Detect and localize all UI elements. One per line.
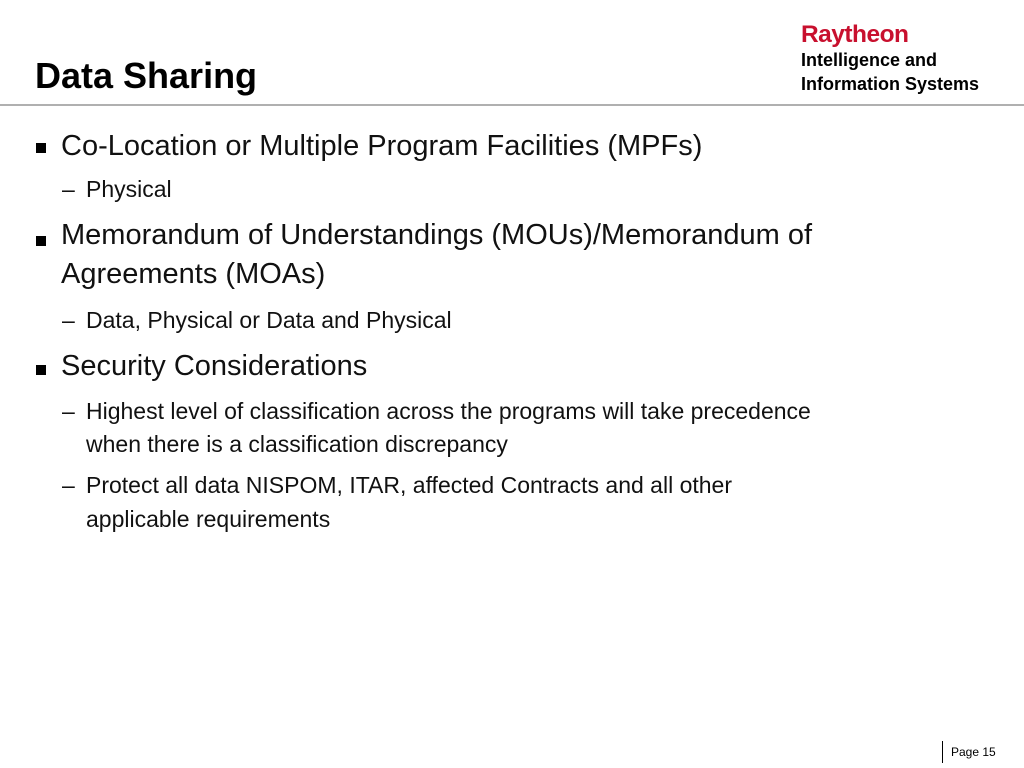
slide-title: Data Sharing <box>35 55 258 96</box>
sub-bullet-text: Highest level of classification across the programs will take precedence <box>86 398 811 424</box>
sub-bullet-dash: – <box>62 472 75 498</box>
logo-brand-text: Raytheon <box>801 21 909 48</box>
logo-division-line1: Intelligence and <box>801 50 938 70</box>
sub-bullet-dash: – <box>62 307 75 333</box>
sub-bullet-text: Data, Physical or Data and Physical <box>86 307 452 333</box>
bullet-square-icon <box>36 365 46 375</box>
sub-bullet-text-continued: when there is a classification discrepancy <box>86 431 508 457</box>
logo-division-line2: Information Systems <box>801 74 980 94</box>
sub-bullet-text: Protect all data NISPOM, ITAR, affected Contracts and all other <box>86 472 732 498</box>
sub-bullet-text: Physical <box>86 176 172 202</box>
page-number: Page 15 <box>951 745 996 759</box>
bullet-text-continued: Agreements (MOAs) <box>61 258 326 290</box>
bullet-text: Co-Location or Multiple Program Facilities (MPFs) <box>61 130 703 162</box>
bullet-text: Memorandum of Understandings (MOUs)/Memorandum of <box>61 219 813 251</box>
footer-divider <box>942 741 943 763</box>
sub-bullet-dash: – <box>62 398 75 424</box>
sub-bullet-text-continued: applicable requirements <box>86 506 331 532</box>
bullet-text: Security Considerations <box>61 350 368 382</box>
sub-bullet-dash: – <box>62 176 75 202</box>
bullet-square-icon <box>36 236 46 246</box>
bullet-square-icon <box>36 143 46 153</box>
